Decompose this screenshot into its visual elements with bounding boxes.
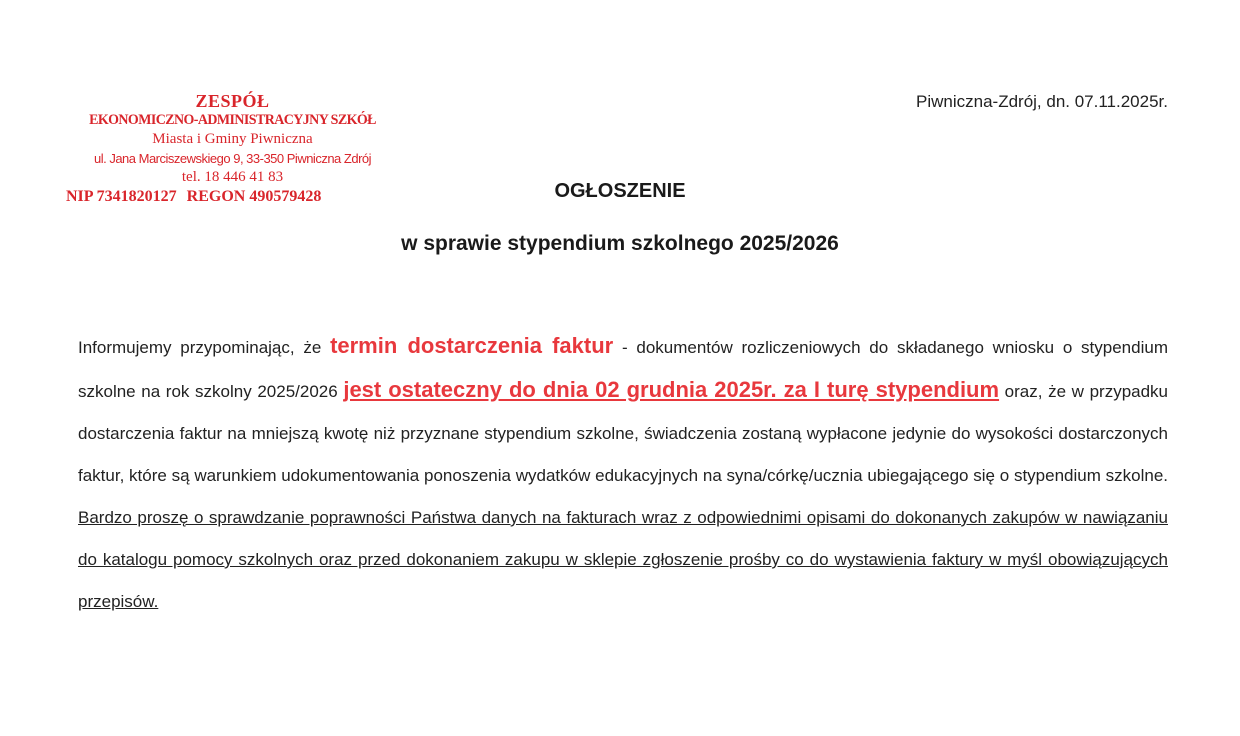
body-text-2: - dokumentów rozliczeniowych do składanego wniosku o stypendium szkolne na rok szkolny 2025/2026 bbox=[78, 338, 1168, 401]
body-text-1: Informujemy przypominając, że bbox=[78, 338, 331, 357]
document-title: OGŁOSZENIE bbox=[554, 180, 686, 202]
document-subtitle: w sprawie stypendium szkolnego 2025/2026 bbox=[401, 232, 839, 255]
document-date: Piwniczna-Zdrój, dn. 07.11.2025r. bbox=[916, 92, 1168, 111]
stamp-line-3: Miasta i Gminy Piwniczna bbox=[152, 131, 313, 147]
stamp-line-1: ZESPÓŁ bbox=[195, 91, 270, 111]
announcement-body bbox=[78, 325, 1168, 623]
stamp-regon: REGON 490579428 bbox=[186, 188, 322, 205]
stamp-nip: NIP 7341820127 bbox=[66, 188, 177, 205]
stamp-line-2: EKONOMICZNO-ADMINISTRACYJNY SZKÓŁ bbox=[89, 112, 376, 128]
emphasis-deadline-subject: termin dostarczenia faktur bbox=[330, 333, 614, 358]
stamp-phone: tel. 18 446 41 83 bbox=[181, 169, 284, 185]
stamp-address: ul. Jana Marciszewskiego 9, 33-350 Piwniczna Zdrój bbox=[93, 151, 372, 166]
emphasis-deadline-date: jest ostateczny do dnia 02 grudnia 2025r. za I turę stypendium bbox=[343, 377, 1000, 402]
underlined-request: Bardzo proszę o sprawdzanie poprawności Państwa danych na fakturach wraz z odpowiednimi opisami do dokonanych zakupów w nawiązaniu do katalogu pomocy szkolnych oraz przed dokonaniem zakupu w sklepie zgłoszenie prośby co do wystawienia faktury w myśl obowiązujących przepisów. bbox=[78, 508, 1168, 611]
body-text-3: oraz, że w przypadku dostarczenia faktur na mniejszą kwotę niż przyznane stypendium szkolne, świadczenia zostaną wypłacone jedynie do wysokości dostarczonych faktur, które są warunkiem udokumentowania ponoszenia wydatków edukacyjnych na syna/córkę/ucznia ubiegającego się o stypendium szkolne. bbox=[78, 382, 1169, 485]
